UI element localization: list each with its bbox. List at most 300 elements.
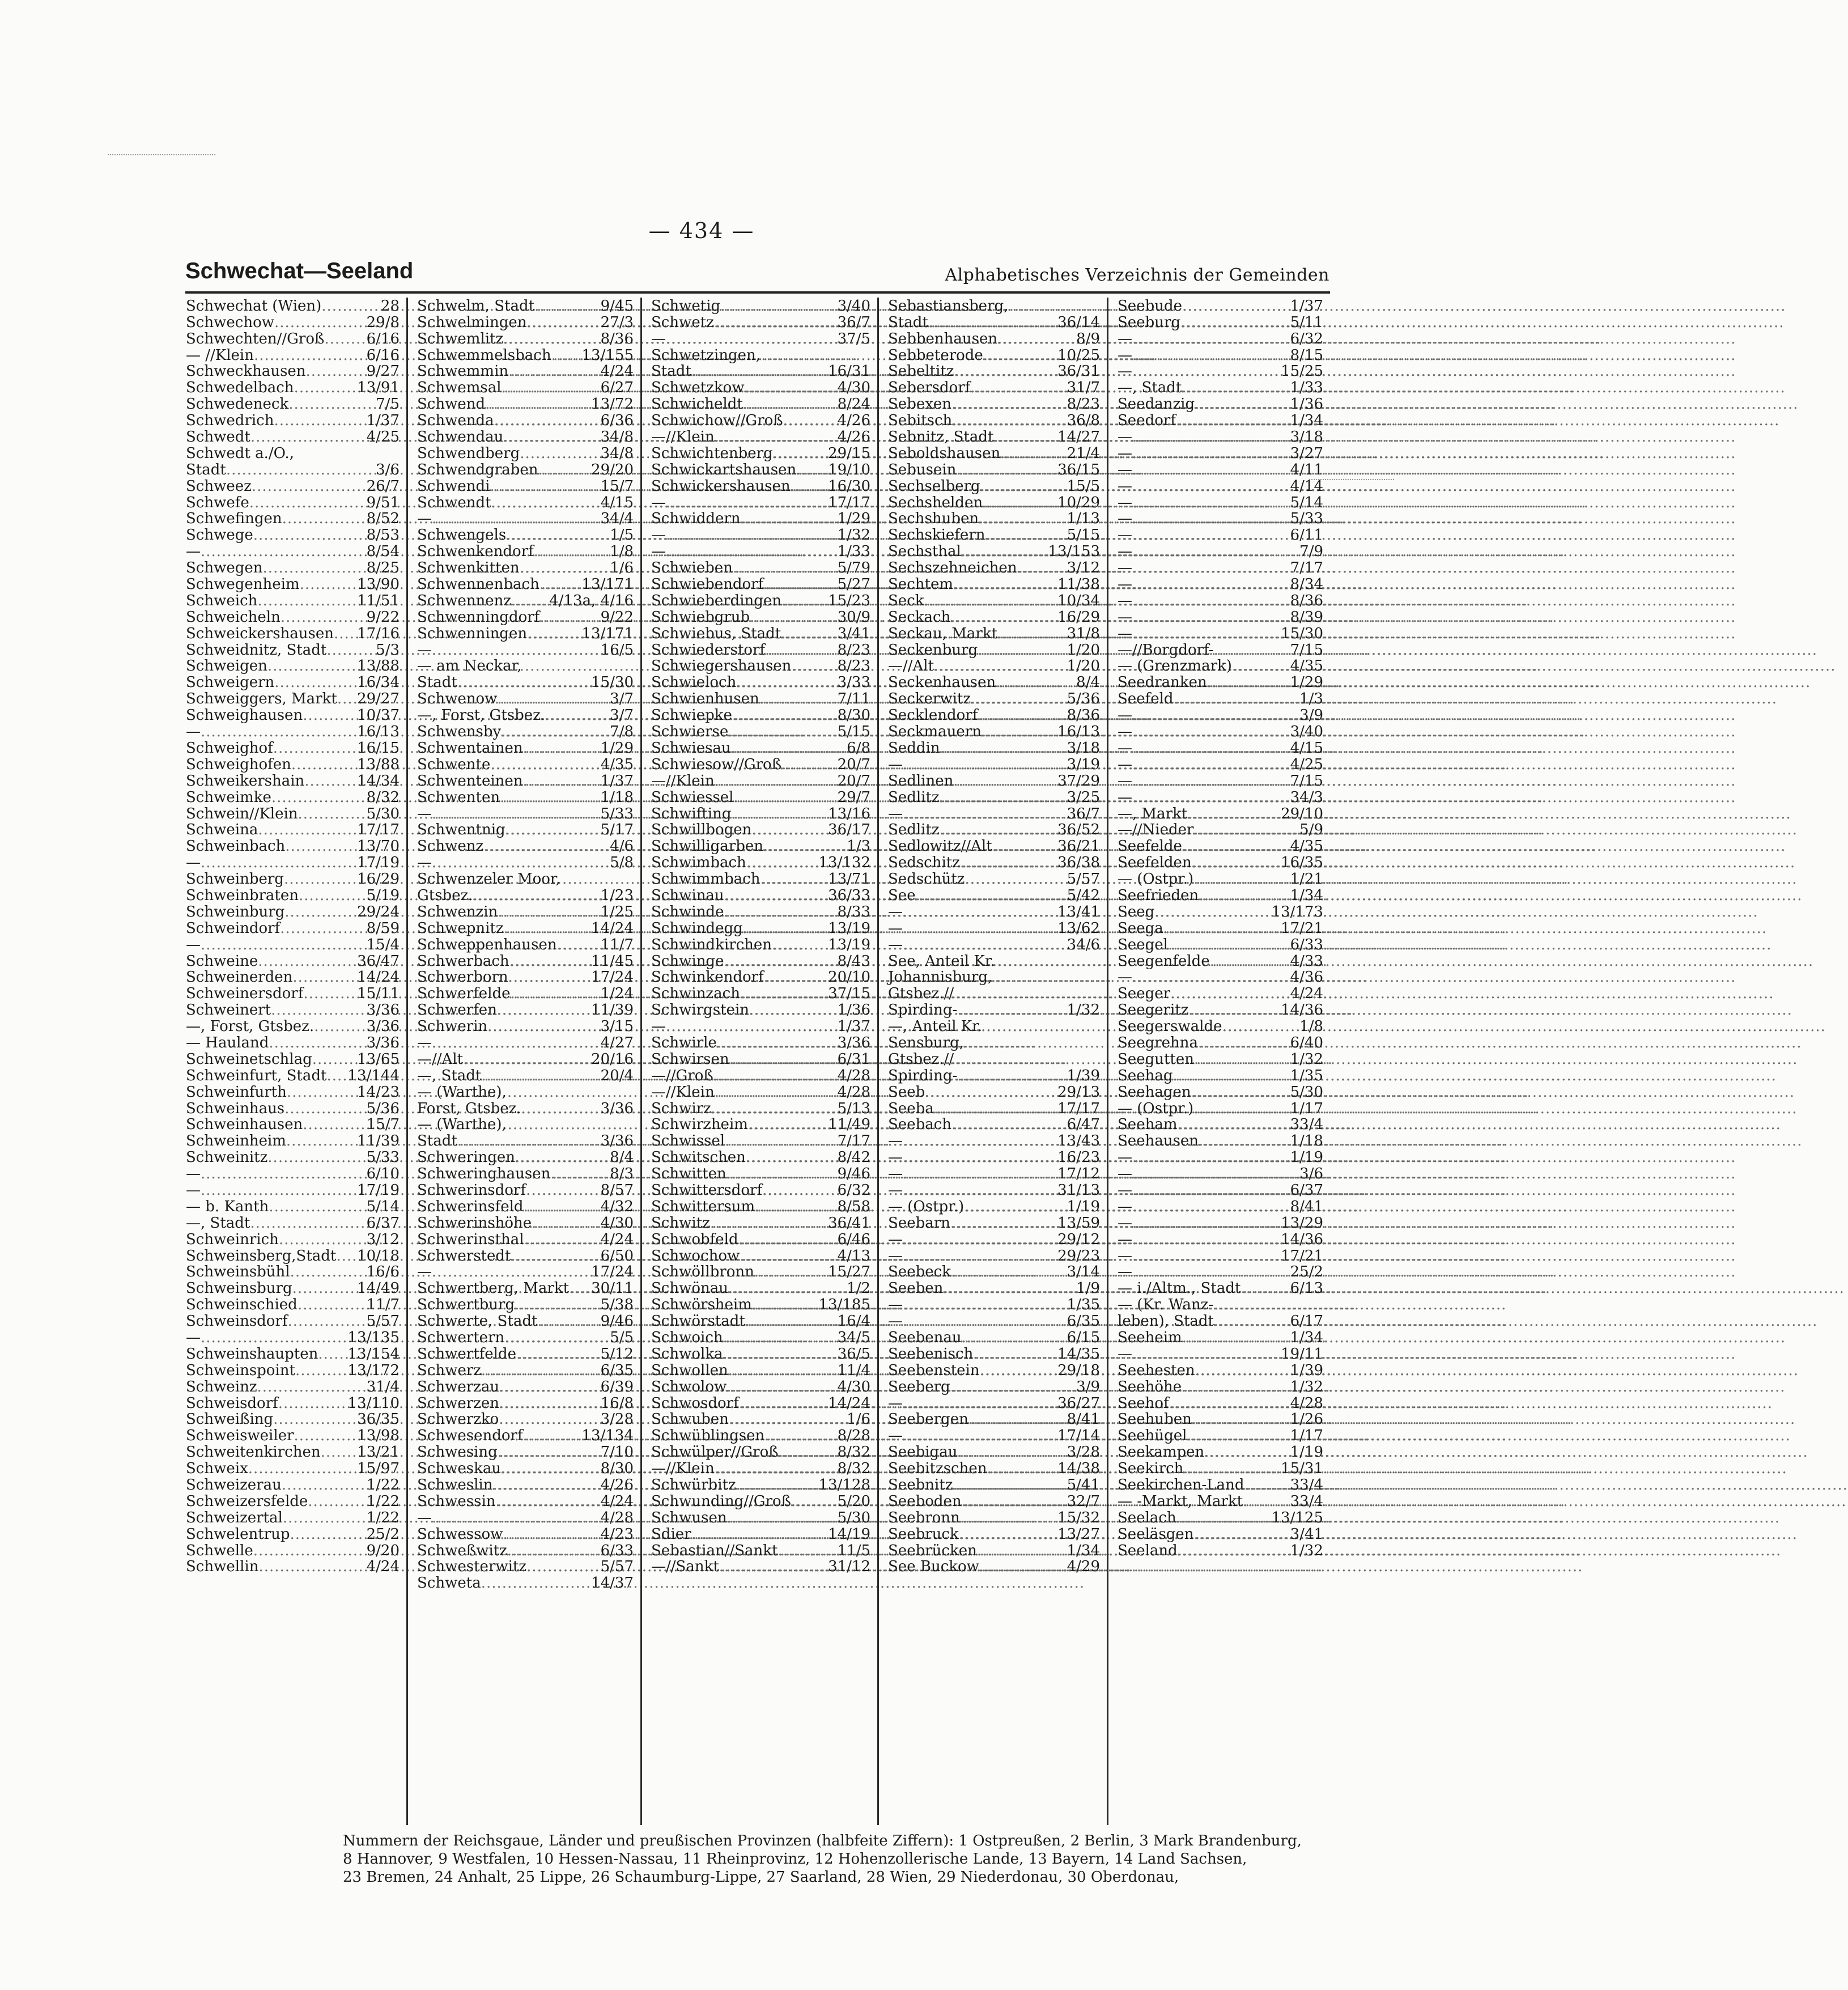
index-entry bbox=[1118, 625, 1323, 642]
entry-reference: 13/16 bbox=[828, 805, 870, 822]
entry-leader bbox=[934, 1101, 1055, 1117]
entry-reference: 13/132 bbox=[818, 854, 870, 872]
entry-reference: 3/36 bbox=[600, 1100, 634, 1117]
entry-name: Seckmauern bbox=[888, 723, 982, 741]
entry-name: Schwennenbach bbox=[417, 576, 539, 593]
index-entry bbox=[1118, 773, 1323, 789]
index-entry bbox=[651, 1280, 870, 1296]
entry-name: Sebbeterode bbox=[888, 346, 983, 364]
entry-reference: 1/34 bbox=[1290, 412, 1323, 430]
entry-leader bbox=[1132, 724, 1279, 740]
entry-name: — bbox=[1118, 592, 1132, 609]
entry-name: Schwefe bbox=[186, 494, 249, 511]
entry-reference: 10/29 bbox=[1057, 494, 1100, 511]
index-entry bbox=[186, 773, 400, 789]
entry-leader bbox=[715, 1461, 826, 1476]
entry-reference: 13/144 bbox=[347, 1067, 400, 1084]
footer-legend bbox=[343, 1832, 1329, 1886]
entry-name: — bbox=[888, 1247, 903, 1265]
entry-reference: 28 bbox=[380, 297, 400, 315]
entry-leader bbox=[1174, 691, 1279, 707]
entry-name: — bbox=[1118, 559, 1132, 577]
entry-name: Schweez bbox=[186, 477, 252, 495]
entry-leader bbox=[1207, 674, 1279, 690]
entry-reference: 20/16 bbox=[591, 1050, 634, 1068]
entry-name: Schweighofen bbox=[186, 756, 291, 773]
index-entry bbox=[1118, 723, 1323, 740]
entry-reference: 8/42 bbox=[837, 1149, 870, 1166]
entry-reference: 1/22 bbox=[366, 1509, 400, 1526]
entry-leader bbox=[303, 986, 355, 1002]
entry-leader bbox=[526, 1182, 589, 1198]
entry-leader bbox=[550, 1166, 589, 1182]
entry-reference: 31/12 bbox=[828, 1558, 870, 1576]
index-entry bbox=[186, 838, 400, 854]
entry-reference: 15/4 bbox=[366, 936, 400, 953]
entry-reference: 15/97 bbox=[357, 1460, 400, 1478]
entry-leader bbox=[951, 1117, 1056, 1132]
entry-leader bbox=[1199, 888, 1279, 903]
index-entry bbox=[651, 330, 870, 347]
entry-name: Schwenteinen bbox=[417, 772, 523, 790]
index-entry bbox=[417, 592, 634, 609]
entry-reference: 15/25 bbox=[1281, 363, 1323, 380]
entry-leader bbox=[903, 806, 1056, 822]
index-entry bbox=[888, 1231, 1100, 1248]
entry-reference: 1/37 bbox=[837, 1018, 870, 1036]
entry-name: — bbox=[888, 1394, 903, 1412]
entry-reference: 4/24 bbox=[366, 1558, 400, 1576]
entry-reference: 8/33 bbox=[837, 903, 870, 920]
entry-name: Schwerinsdorf bbox=[417, 1181, 526, 1199]
index-entry bbox=[888, 1411, 1100, 1428]
entry-reference: 1/32 bbox=[837, 527, 870, 544]
entry-leader bbox=[432, 1035, 589, 1051]
entry-name: Schwosdorf bbox=[651, 1394, 739, 1412]
entry-leader bbox=[723, 1330, 826, 1346]
entry-name: Schweinsbühl bbox=[186, 1263, 290, 1281]
entry-reference: 3/36 bbox=[366, 1002, 400, 1019]
entry-leader bbox=[1132, 1346, 1278, 1362]
entry-name: Seeland bbox=[1118, 1542, 1178, 1559]
index-entry bbox=[651, 1132, 870, 1149]
index-entry bbox=[888, 805, 1100, 822]
entry-name: Schweizertal bbox=[186, 1509, 283, 1526]
index-entry bbox=[651, 789, 870, 805]
entry-name: Schwerzau bbox=[417, 1378, 500, 1395]
entry-leader bbox=[1132, 1182, 1279, 1198]
entry-leader bbox=[762, 1182, 826, 1198]
entry-name: Schwitz bbox=[651, 1214, 710, 1232]
entry-reference: 1/25 bbox=[600, 903, 634, 920]
entry-name: Seehagen bbox=[1118, 1083, 1191, 1101]
entry-reference: 5/17 bbox=[600, 821, 634, 839]
entry-leader bbox=[463, 1051, 589, 1067]
entry-leader bbox=[1132, 429, 1279, 445]
index-entry bbox=[651, 1476, 870, 1493]
entry-name: Schweinitz bbox=[186, 1149, 268, 1166]
entry-reference: 1/29 bbox=[837, 510, 870, 528]
entry-name: Seebeck bbox=[888, 1263, 951, 1281]
entry-name: Schweich bbox=[186, 592, 258, 609]
entry-reference: 31/7 bbox=[1067, 379, 1100, 397]
entry-reference: 5/30 bbox=[1290, 1083, 1323, 1101]
entry-reference: 1/3 bbox=[1299, 690, 1323, 708]
index-entry bbox=[651, 1117, 870, 1133]
index-entry bbox=[651, 773, 870, 789]
entry-reference: 4/30 bbox=[837, 379, 870, 397]
entry-reference: 1/33 bbox=[1290, 379, 1323, 397]
index-entry bbox=[417, 740, 634, 756]
page-heading-range: Schwechat—Seeland bbox=[185, 258, 414, 283]
entry-reference: 13/41 bbox=[1057, 903, 1100, 920]
index-entry bbox=[651, 1378, 870, 1395]
entry-name: — (Warthe), bbox=[417, 1083, 507, 1101]
index-entry bbox=[1118, 838, 1323, 854]
entry-name: — (Kr. Wanz- bbox=[1118, 1296, 1214, 1314]
entry-leader bbox=[432, 1510, 589, 1526]
entry-name: — bbox=[417, 1509, 432, 1526]
entry-reference: 13/19 bbox=[828, 919, 870, 937]
entry-reference: 3/25 bbox=[1067, 788, 1100, 806]
index-entry bbox=[417, 1018, 634, 1034]
entry-reference: 4/30 bbox=[837, 1378, 870, 1395]
entry-reference: 13/90 bbox=[357, 576, 400, 593]
entry-reference: 15/32 bbox=[1057, 1509, 1100, 1526]
index-entry bbox=[417, 1559, 634, 1575]
entry-reference: 36/15 bbox=[1057, 461, 1100, 478]
entry-reference: 20/4 bbox=[600, 1067, 634, 1084]
entry-leader bbox=[290, 1526, 355, 1542]
index-entry bbox=[186, 740, 400, 756]
entry-leader bbox=[953, 576, 1055, 592]
entry-reference: 13/153 bbox=[1048, 543, 1100, 561]
entry-name: Sechszehneichen bbox=[888, 559, 1017, 577]
index-entry bbox=[1118, 1018, 1323, 1034]
index-entry bbox=[186, 1526, 400, 1542]
index-column-1 bbox=[177, 298, 406, 1825]
entry-reference: 7/8 bbox=[610, 723, 634, 741]
entry-name: — bbox=[651, 494, 666, 511]
entry-name: Schwerinsfeld bbox=[417, 1198, 524, 1215]
entry-reference: 8/41 bbox=[1290, 1198, 1323, 1215]
index-entry bbox=[888, 1296, 1100, 1313]
entry-reference: 5/30 bbox=[837, 1509, 870, 1526]
index-entry bbox=[186, 1231, 400, 1248]
entry-leader bbox=[979, 1559, 1056, 1575]
entry-leader bbox=[1163, 920, 1278, 936]
index-entry bbox=[888, 1395, 1100, 1411]
entry-reference: 8/30 bbox=[837, 707, 870, 724]
index-entry bbox=[888, 1198, 1100, 1215]
entry-reference: 3/28 bbox=[1067, 1444, 1100, 1461]
entry-name: Schwirzheim bbox=[651, 1116, 748, 1134]
index-entry bbox=[651, 1509, 870, 1526]
entry-reference: 4/28 bbox=[837, 1067, 870, 1084]
entry-name: — bbox=[888, 1427, 903, 1445]
entry-leader bbox=[781, 757, 826, 773]
index-entry bbox=[651, 1231, 870, 1248]
index-entry bbox=[1118, 1280, 1323, 1296]
entry-reference: 29/27 bbox=[357, 690, 400, 708]
index-entry bbox=[888, 838, 1100, 854]
entry-leader bbox=[1182, 1330, 1279, 1346]
entry-reference: 4/28 bbox=[600, 1509, 634, 1526]
entry-name: Seebude bbox=[1118, 297, 1183, 315]
index-entry bbox=[651, 412, 870, 428]
entry-reference: 1/19 bbox=[1067, 1198, 1100, 1215]
entry-leader bbox=[524, 1232, 589, 1248]
index-entry bbox=[417, 379, 634, 396]
index-entry bbox=[1118, 478, 1323, 494]
entry-name: Schweindorf bbox=[186, 919, 281, 937]
index-entry bbox=[651, 1296, 870, 1313]
entry-name: Schwerinshöhe bbox=[417, 1214, 532, 1232]
entry-reference: 4/24 bbox=[600, 1492, 634, 1510]
entry-name: Schwieben bbox=[651, 559, 733, 577]
entry-leader bbox=[282, 511, 355, 527]
index-entry bbox=[186, 1165, 400, 1182]
entry-name: Sechsthal bbox=[888, 543, 961, 561]
entry-leader bbox=[481, 1363, 589, 1378]
entry-leader bbox=[710, 1215, 826, 1231]
entry-name: Schwennenz bbox=[417, 592, 512, 609]
entry-reference: 6/36 bbox=[600, 412, 634, 430]
entry-leader bbox=[1194, 1051, 1279, 1067]
entry-leader bbox=[1198, 1035, 1279, 1051]
entry-reference: 5/14 bbox=[366, 1198, 400, 1215]
entry-name: — bbox=[888, 1313, 903, 1330]
entry-leader bbox=[432, 806, 589, 822]
entry-name: Sedschütz bbox=[888, 871, 965, 888]
entry-name: Seehuben bbox=[1118, 1411, 1192, 1428]
index-entry bbox=[1118, 347, 1323, 363]
entry-reference: 3/33 bbox=[837, 674, 870, 691]
entry-leader bbox=[520, 560, 589, 576]
entry-name: Stadt bbox=[186, 461, 226, 478]
entry-name: Schwiebgrub bbox=[651, 608, 750, 626]
entry-reference: 3/36 bbox=[837, 1034, 870, 1051]
entry-reference: 29/13 bbox=[1057, 1083, 1100, 1101]
entry-name: Schwerzen bbox=[417, 1394, 500, 1412]
entry-name: Seebenisch bbox=[888, 1345, 974, 1363]
entry-leader bbox=[318, 1346, 345, 1362]
entry-name: Seeburg bbox=[1118, 313, 1181, 331]
index-entry bbox=[1118, 1084, 1323, 1100]
entry-reference: 11/7 bbox=[600, 936, 634, 953]
entry-reference: 16/30 bbox=[828, 477, 870, 495]
entry-reference: 3/15 bbox=[600, 1018, 634, 1036]
entry-reference: 4/35 bbox=[1290, 657, 1323, 675]
entry-leader bbox=[765, 642, 826, 658]
index-entry bbox=[417, 1395, 634, 1411]
entry-name: Schwiebus, Stadt bbox=[651, 625, 781, 642]
entry-leader bbox=[723, 1346, 826, 1362]
entry-name: Sebastian//Sankt bbox=[651, 1542, 778, 1559]
entry-name: Schweinheim bbox=[186, 1132, 286, 1150]
entry-name: Schwinkendorf bbox=[651, 969, 764, 986]
entry-name: Seck bbox=[888, 592, 924, 609]
entry-reference: 6/35 bbox=[1067, 1313, 1100, 1330]
entry-name: — bbox=[888, 1181, 903, 1199]
index-entry bbox=[417, 1526, 634, 1542]
entry-name: —//Klein bbox=[651, 1083, 715, 1101]
entry-reference: 13/125 bbox=[1271, 1509, 1323, 1526]
entry-reference: 1/20 bbox=[1067, 641, 1100, 659]
index-entry bbox=[888, 592, 1100, 609]
index-entry bbox=[1118, 1165, 1323, 1182]
entry-leader bbox=[1132, 1166, 1279, 1182]
entry-name: Seeben bbox=[888, 1280, 944, 1297]
entry-leader bbox=[1241, 1280, 1279, 1296]
entry-name: Schwemlitz bbox=[417, 330, 504, 347]
entry-name: Sebitsch bbox=[888, 412, 953, 430]
entry-reference: 3/12 bbox=[366, 1231, 400, 1248]
entry-leader bbox=[253, 527, 355, 543]
index-entry bbox=[1118, 1526, 1323, 1542]
index-entry bbox=[417, 363, 634, 380]
entry-name: Schweidnitz, Stadt bbox=[186, 641, 327, 659]
entry-leader bbox=[496, 1493, 589, 1509]
entry-name: Schwege bbox=[186, 527, 253, 544]
entry-name: — bbox=[888, 1132, 903, 1150]
entry-leader bbox=[791, 478, 826, 494]
entry-leader bbox=[1243, 1493, 1279, 1509]
entry-leader bbox=[1192, 1411, 1279, 1427]
entry-leader bbox=[269, 1199, 355, 1215]
entry-reference: 17/24 bbox=[591, 1263, 634, 1281]
index-entry bbox=[888, 1165, 1100, 1182]
entry-name: Seekirchen-Land bbox=[1118, 1476, 1244, 1494]
entry-name: — bbox=[888, 1149, 903, 1166]
entry-reference: 17/17 bbox=[1057, 1100, 1100, 1117]
index-entry bbox=[1118, 1476, 1323, 1493]
index-entry bbox=[417, 559, 634, 576]
index-entry bbox=[186, 445, 400, 461]
entry-reference: 8/57 bbox=[600, 1181, 634, 1199]
entry-reference: 3/9 bbox=[1076, 1378, 1100, 1395]
entry-leader bbox=[745, 1313, 826, 1329]
entry-leader bbox=[956, 462, 1055, 478]
entry-name: Seebitzschen bbox=[888, 1460, 987, 1478]
entry-leader bbox=[511, 986, 589, 1002]
index-entry bbox=[1118, 985, 1323, 1002]
entry-leader bbox=[728, 1280, 826, 1296]
index-entry bbox=[417, 461, 634, 478]
index-entry bbox=[888, 1182, 1100, 1198]
entry-name: Schwertern bbox=[417, 1329, 505, 1346]
entry-reference: 19/11 bbox=[1281, 1345, 1323, 1363]
entry-name: Schwieloch bbox=[651, 674, 737, 691]
entry-leader bbox=[1172, 1068, 1279, 1084]
entry-name: — bbox=[888, 756, 903, 773]
entry-reference: 1/9 bbox=[1076, 1280, 1100, 1297]
entry-leader bbox=[713, 1068, 826, 1084]
entry-name: Schweinspoint bbox=[186, 1361, 295, 1379]
entry-name: Schweigen bbox=[186, 657, 267, 675]
entry-reference: 3/19 bbox=[1067, 756, 1100, 773]
entry-name: Schweighof bbox=[186, 739, 273, 757]
entry-reference: 36/27 bbox=[1057, 1394, 1100, 1412]
index-entry bbox=[186, 920, 400, 936]
entry-leader bbox=[285, 838, 355, 854]
entry-name: Schweiggers, Markt bbox=[186, 690, 337, 708]
entry-reference: 3/12 bbox=[1067, 559, 1100, 577]
entry-reference: 16/6 bbox=[366, 1263, 400, 1281]
entry-name: Schweckhausen bbox=[186, 363, 306, 380]
index-entry bbox=[651, 625, 870, 642]
entry-reference: 15/7 bbox=[366, 1116, 400, 1134]
entry-reference: 1/2 bbox=[847, 1280, 870, 1297]
entry-name: Spirding- bbox=[888, 1002, 958, 1019]
entry-name: — bbox=[186, 1181, 201, 1199]
entry-reference: 36/35 bbox=[357, 1411, 400, 1428]
index-entry bbox=[888, 1542, 1100, 1559]
index-entry bbox=[1118, 559, 1323, 576]
entry-name: — bbox=[1118, 1214, 1132, 1232]
entry-leader bbox=[733, 560, 826, 576]
entry-name: Schwessin bbox=[417, 1492, 496, 1510]
entry-reference: 4/24 bbox=[600, 1231, 634, 1248]
entry-leader bbox=[1132, 969, 1279, 985]
entry-reference: 1/21 bbox=[1290, 871, 1323, 888]
entry-reference: 13/171 bbox=[581, 625, 634, 642]
index-entry bbox=[417, 1493, 634, 1509]
entry-name: Sedlitz bbox=[888, 821, 940, 839]
index-entry bbox=[888, 690, 1100, 707]
entry-reference: 3/27 bbox=[1290, 444, 1323, 462]
entry-leader bbox=[781, 593, 826, 609]
entry-leader bbox=[996, 674, 1056, 690]
entry-leader bbox=[743, 396, 826, 412]
entry-name: Seedanzig bbox=[1118, 396, 1195, 413]
entry-name: — (Grenzmark) bbox=[1118, 657, 1232, 675]
index-entry bbox=[1118, 789, 1323, 805]
entry-leader bbox=[274, 413, 355, 428]
entry-reference: 13/70 bbox=[357, 838, 400, 855]
index-entry bbox=[651, 1100, 870, 1117]
entry-name: — bbox=[1118, 739, 1132, 757]
index-entry bbox=[417, 887, 634, 903]
entry-reference: 13/155 bbox=[581, 346, 634, 364]
index-entry bbox=[417, 347, 634, 363]
entry-leader bbox=[505, 822, 589, 838]
index-entry bbox=[1118, 461, 1323, 478]
entry-leader bbox=[324, 331, 355, 347]
index-entry bbox=[417, 1313, 634, 1329]
entry-leader bbox=[959, 1526, 1055, 1542]
index-entry bbox=[651, 609, 870, 625]
entry-name: — (Ostpr.) bbox=[1118, 871, 1194, 888]
entry-reference: 3/18 bbox=[1067, 739, 1100, 757]
index-entry bbox=[417, 1476, 634, 1493]
entry-name: — bbox=[417, 1034, 432, 1051]
entry-reference: 13/21 bbox=[357, 1444, 400, 1461]
index-entry bbox=[1118, 363, 1323, 380]
index-entry bbox=[1118, 1296, 1323, 1313]
entry-reference: 16/13 bbox=[357, 723, 400, 741]
index-entry bbox=[186, 936, 400, 953]
entry-reference: 1/24 bbox=[600, 985, 634, 1003]
entry-name: Gtsbez. bbox=[417, 886, 473, 904]
entry-reference: 5/20 bbox=[837, 1492, 870, 1510]
index-entry bbox=[417, 920, 634, 936]
index-entry bbox=[651, 1329, 870, 1346]
index-entry bbox=[186, 592, 400, 609]
entry-leader bbox=[278, 1395, 346, 1411]
entry-leader bbox=[267, 1149, 355, 1165]
entry-name: — bbox=[888, 1231, 903, 1248]
